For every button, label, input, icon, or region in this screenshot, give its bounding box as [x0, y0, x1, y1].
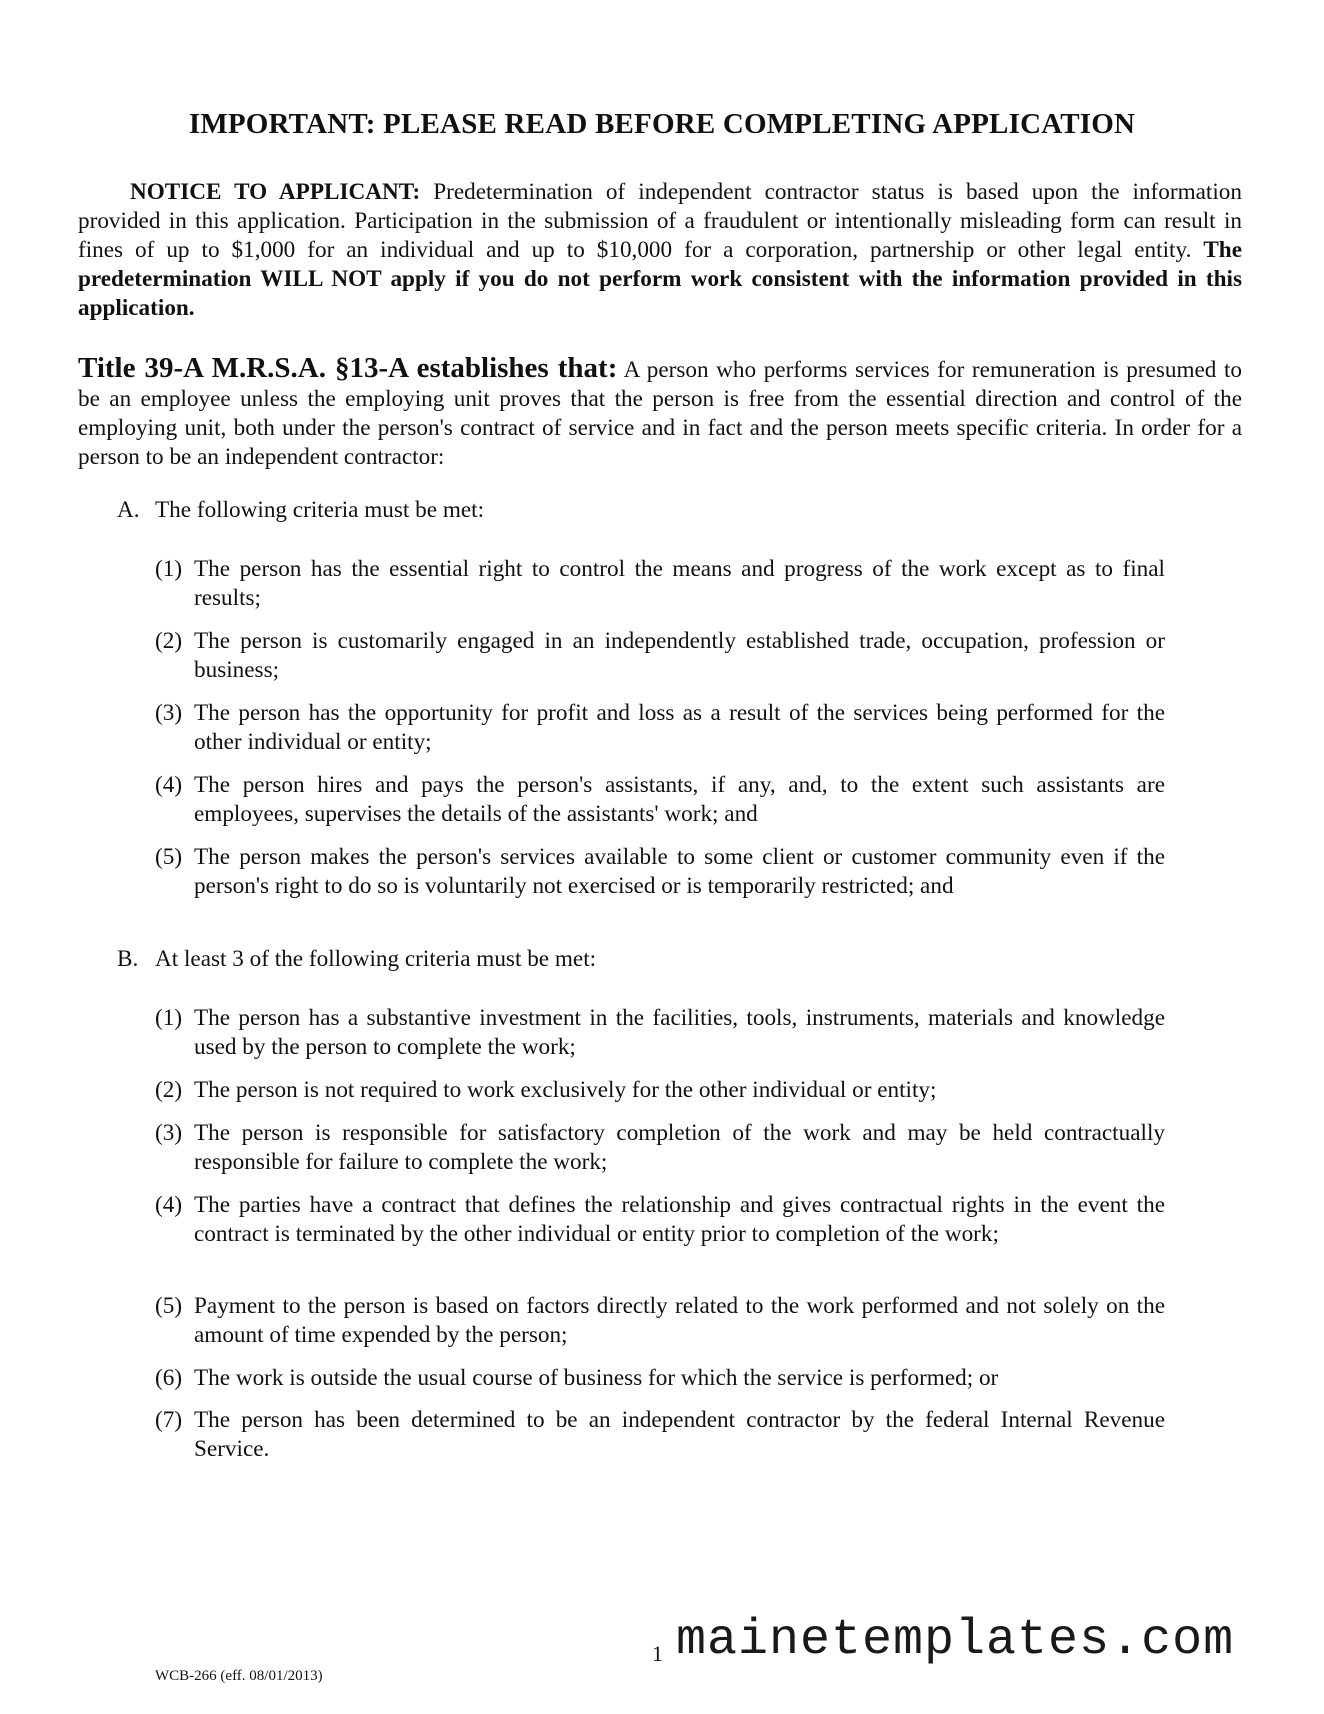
item-number: (3): [155, 700, 183, 726]
statute-body: A person who performs services for remuneration is presumed to be an employee unless the employing unit proves that the person is free from the essential direction and control of the employing unit, both under the person's contract of service and in fact and the person meets specific criteria. In order for a person to be an independent contractor:: [78, 357, 1242, 470]
item-text: The person is customarily engaged in an independently established trade, occupation, profession or business;: [194, 628, 1165, 683]
list-item: [155, 771, 1165, 829]
item-number: (5): [155, 1293, 183, 1319]
item-text: The person is not required to work exclusively for the other individual or entity;: [194, 1077, 937, 1103]
list-item: [155, 699, 1165, 757]
item-text: The person hires and pays the person's assistants, if any, and, to the extent such assistants are employees, supervises the details of the assistants' work; and: [194, 772, 1165, 827]
notice-paragraph: [78, 178, 1242, 323]
list-item: [155, 1076, 1165, 1105]
page-number: 1: [652, 1641, 663, 1666]
list-item: [155, 1406, 1165, 1464]
item-text: The person has the opportunity for profit and loss as a result of the services being performed for the other individual or entity;: [194, 700, 1165, 755]
item-text: The person has a substantive investment in the facilities, tools, instruments, materials and knowledge used by the person to complete the work;: [194, 1005, 1165, 1060]
section-a-heading: [117, 496, 484, 525]
statute-lead: Title 39-A M.R.S.A. §13-A establishes that:: [78, 352, 618, 384]
item-number: (7): [155, 1407, 183, 1433]
form-code: WCB-266 (eff. 08/01/2013): [155, 1668, 323, 1684]
item-text: Payment to the person is based on factors directly related to the work performed and not solely on the amount of time expended by the person;: [194, 1293, 1165, 1348]
list-item: [155, 1191, 1165, 1249]
section-a-letter: A.: [117, 497, 140, 523]
item-number: (1): [155, 556, 183, 582]
item-number: (4): [155, 1192, 183, 1218]
notice-warning: The predetermination WILL NOT apply if you do not perform work consistent with the information provided in this application.: [78, 237, 1242, 321]
section-b-letter: B.: [117, 946, 139, 972]
item-text: The person makes the person's services available to some client or customer community even if the person's right to do so is voluntarily not exercised or is temporarily restricted; and: [194, 844, 1165, 899]
page-title: IMPORTANT: PLEASE READ BEFORE COMPLETING APPLICATION: [188, 108, 1136, 140]
item-text: The person has been determined to be an independent contractor by the federal Internal Revenue Service.: [194, 1407, 1165, 1462]
notice-label: NOTICE TO APPLICANT:: [130, 179, 421, 205]
section-a-heading-text: The following criteria must be met:: [155, 497, 485, 523]
list-item: [155, 1292, 1165, 1350]
notice-body: Predetermination of independent contractor status is based upon the information provided in this application. Participation in the submission of a fraudulent or intentionally misleading form can result in fines of up to $1,000 for an individual and up to $10,000 for a corporation, partnership or other legal entity.: [78, 179, 1242, 263]
section-b-heading-text: At least 3 of the following criteria must be met:: [155, 946, 597, 972]
list-item: [155, 843, 1165, 901]
statute-paragraph: [78, 354, 1242, 472]
list-item: [155, 1364, 1165, 1393]
list-item: [155, 627, 1165, 685]
item-text: The person has the essential right to control the means and progress of the work except as to final results;: [194, 556, 1165, 611]
item-number: (3): [155, 1120, 183, 1146]
item-number: (2): [155, 1077, 183, 1103]
list-item: [155, 1119, 1165, 1177]
item-number: (6): [155, 1365, 183, 1391]
item-number: (5): [155, 844, 183, 870]
item-text: The work is outside the usual course of business for which the service is performed; or: [194, 1365, 999, 1391]
item-number: (2): [155, 628, 183, 654]
watermark: mainetemplates.com: [676, 1612, 1235, 1669]
list-item: [155, 555, 1165, 613]
item-text: The parties have a contract that defines the relationship and gives contractual rights in the event the contract is terminated by the other individual or entity prior to completion of the work;: [194, 1192, 1165, 1247]
item-number: (4): [155, 772, 183, 798]
item-text: The person is responsible for satisfactory completion of the work and may be held contractually responsible for failure to complete the work;: [194, 1120, 1165, 1175]
list-item: [155, 1004, 1165, 1062]
section-b-heading: [117, 945, 596, 974]
item-number: (1): [155, 1005, 183, 1031]
